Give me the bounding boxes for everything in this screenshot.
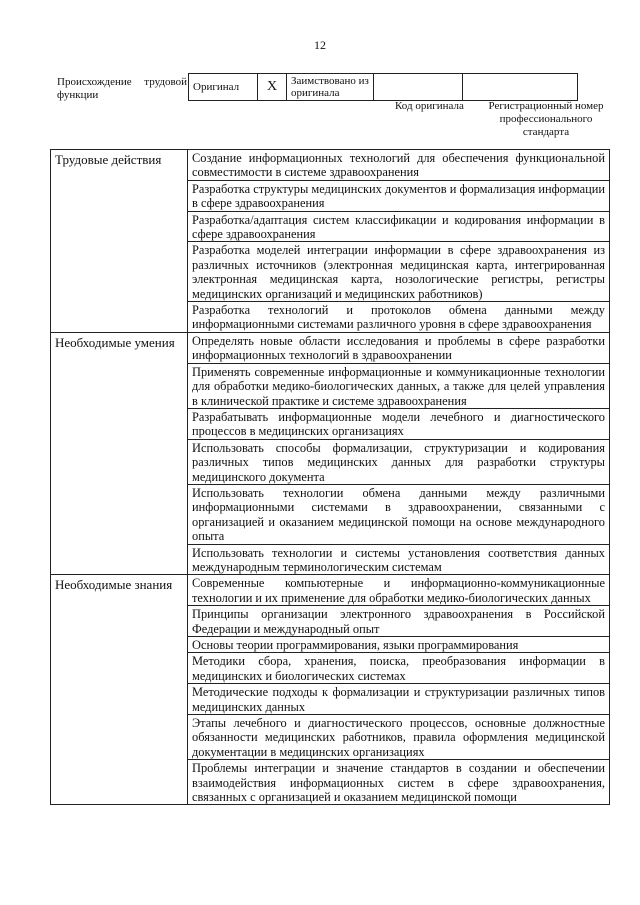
original-label: Оригинал — [189, 74, 258, 101]
list-item: Использовать технологии и системы установления соответствия данных международным терминологическим системам — [188, 544, 610, 575]
table-row — [51, 332, 610, 363]
table-row — [51, 150, 610, 181]
list-item: Разработка технологий и протоколов обмена данными между информационными системами различного уровня в сфере здравоохранения — [188, 302, 610, 333]
code-caption: Код оригинала — [395, 100, 464, 112]
section-title: Трудовые действия — [51, 150, 188, 333]
code-cell — [374, 74, 463, 101]
list-item: Принципы организации электронного здравоохранения в Российской Федерации и международный опыт — [188, 606, 610, 637]
original-mark: X — [258, 74, 287, 101]
list-item: Разработка структуры медицинских документов и формализация информации в сфере здравоохранения — [188, 180, 610, 211]
list-item: Разрабатывать информационные модели лечебного и диагностического процессов в медицинских организациях — [188, 408, 610, 439]
section-title: Необходимые знания — [51, 575, 188, 805]
page-number: 12 — [314, 38, 326, 52]
list-item: Определять новые области исследования и проблемы в сфере разработки информационных технологий в здравоохранении — [188, 332, 610, 363]
table-row — [51, 575, 610, 606]
origin-label: Происхождение трудовой функции — [57, 76, 187, 101]
registration-caption: Регистрационный номер профессионального стандарта — [488, 100, 604, 138]
section-title: Необходимые умения — [51, 332, 188, 575]
list-item: Современные компьютерные и информационно-коммуникационные технологии и их применение для обработки медико-биологических данных — [188, 575, 610, 606]
list-item: Создание информационных технологий для обеспечения функциональной совместимости в системе здравоохранения — [188, 150, 610, 181]
list-item: Этапы лечебного и диагностического процессов, основные должностные обязанности медицинских работников, правила оформления медицинской документации в медицинских организациях — [188, 715, 610, 760]
origin-table — [188, 73, 578, 101]
list-item: Применять современные информационные и коммуникационные технологии для обработки медико-биологических данных, а также для целей управления в клинической практике и системе здравоохранения — [188, 363, 610, 408]
registration-cell — [463, 74, 578, 101]
list-item: Методики сбора, хранения, поиска, преобразования информации в медицинских и биологических системах — [188, 653, 610, 684]
list-item: Основы теории программирования, языки программирования — [188, 637, 610, 653]
list-item: Разработка/адаптация систем классификации и кодирования информации в сфере здравоохранения — [188, 211, 610, 242]
list-item: Использовать способы формализации, структуризации и кодирования различных типов медицинских данных для разработки структуры медицинского документа — [188, 439, 610, 484]
list-item: Методические подходы к формализации и структуризации различных типов медицинских данных — [188, 684, 610, 715]
list-item: Разработка моделей интеграции информации в сфере здравоохранения из различных источников (электронная медицинская карта, интегрированная электронная медицинская карта, нозологические регистры, регистры медицинских организаций и медицинских работников) — [188, 242, 610, 302]
list-item: Использовать технологии обмена данными между различными информационными системами в здравоохранении, связанными с организацией и оказанием медицинской помощи на основе международного опыта — [188, 484, 610, 544]
list-item: Проблемы интеграции и значение стандартов в создании и обеспечении взаимодействия информационных систем в сфере здравоохранения, связанных с организацией и оказанием медицинской помощи — [188, 760, 610, 805]
labor-function-table — [50, 149, 610, 805]
borrowed-label: Заимствовано из оригинала — [287, 74, 374, 101]
